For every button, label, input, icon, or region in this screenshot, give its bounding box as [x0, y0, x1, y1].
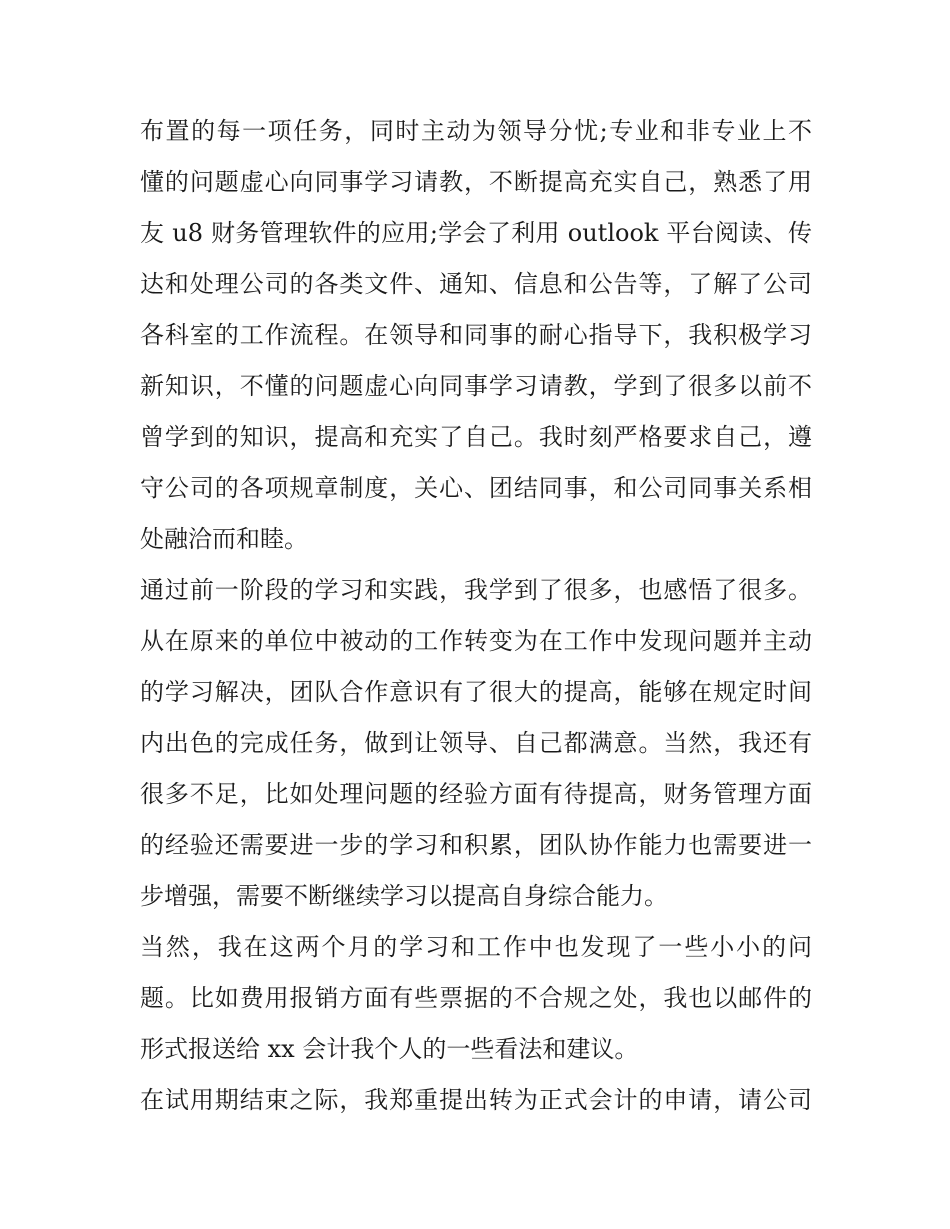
document-body [140, 106, 812, 1126]
text-line: 形式报送给 xx 会计我个人的一些看法和建议。 [140, 1035, 639, 1063]
text-line: 在试用期结束之际，我郑重提出转为正式会计的申请，请公司 [140, 1086, 812, 1114]
text-line: 题。比如费用报销方面有些票据的不合规之处，我也以邮件的 [140, 984, 812, 1012]
text-line: 守公司的各项规章制度，关心、团结同事，和公司同事关系相 [140, 474, 812, 502]
text-line: 的经验还需要进一步的学习和积累，团队协作能力也需要进一 [140, 831, 812, 859]
paragraph-issues [140, 922, 812, 1075]
text-line: 通过前一阶段的学习和实践，我学到了很多，也感悟了很多。 [140, 576, 812, 604]
paragraph-reflection [140, 565, 812, 922]
text-line: 曾学到的知识，提高和充实了自己。我时刻严格要求自己，遵 [140, 423, 812, 451]
text-line: 懂的问题虚心向同事学习请教，不断提高充实自己，熟悉了用 [140, 168, 812, 196]
text-line: 布置的每一项任务，同时主动为领导分忧;专业和非专业上不 [140, 117, 812, 145]
paragraph-application [140, 1075, 812, 1126]
text-line: 达和处理公司的各类文件、通知、信息和公告等，了解了公司 [140, 270, 812, 298]
text-line: 新知识，不懂的问题虚心向同事学习请教，学到了很多以前不 [140, 372, 812, 400]
text-line: 从在原来的单位中被动的工作转变为在工作中发现问题并主动 [140, 627, 812, 655]
text-line: 友 u8 财务管理软件的应用;学会了利用 outlook 平台阅读、传 [140, 219, 812, 247]
text-line: 步增强，需要不断继续学习以提高自身综合能力。 [140, 882, 668, 910]
text-line: 很多不足，比如处理问题的经验方面有待提高，财务管理方面 [140, 780, 812, 808]
text-line: 当然，我在这两个月的学习和工作中也发现了一些小小的问 [140, 933, 812, 961]
text-line: 内出色的完成任务，做到让领导、自己都满意。当然，我还有 [140, 729, 812, 757]
text-line: 的学习解决，团队合作意识有了很大的提高，能够在规定时间 [140, 678, 812, 706]
paragraph-work-summary [140, 106, 812, 565]
text-line: 各科室的工作流程。在领导和同事的耐心指导下，我积极学习 [140, 321, 812, 349]
text-line: 处融洽而和睦。 [140, 525, 308, 553]
